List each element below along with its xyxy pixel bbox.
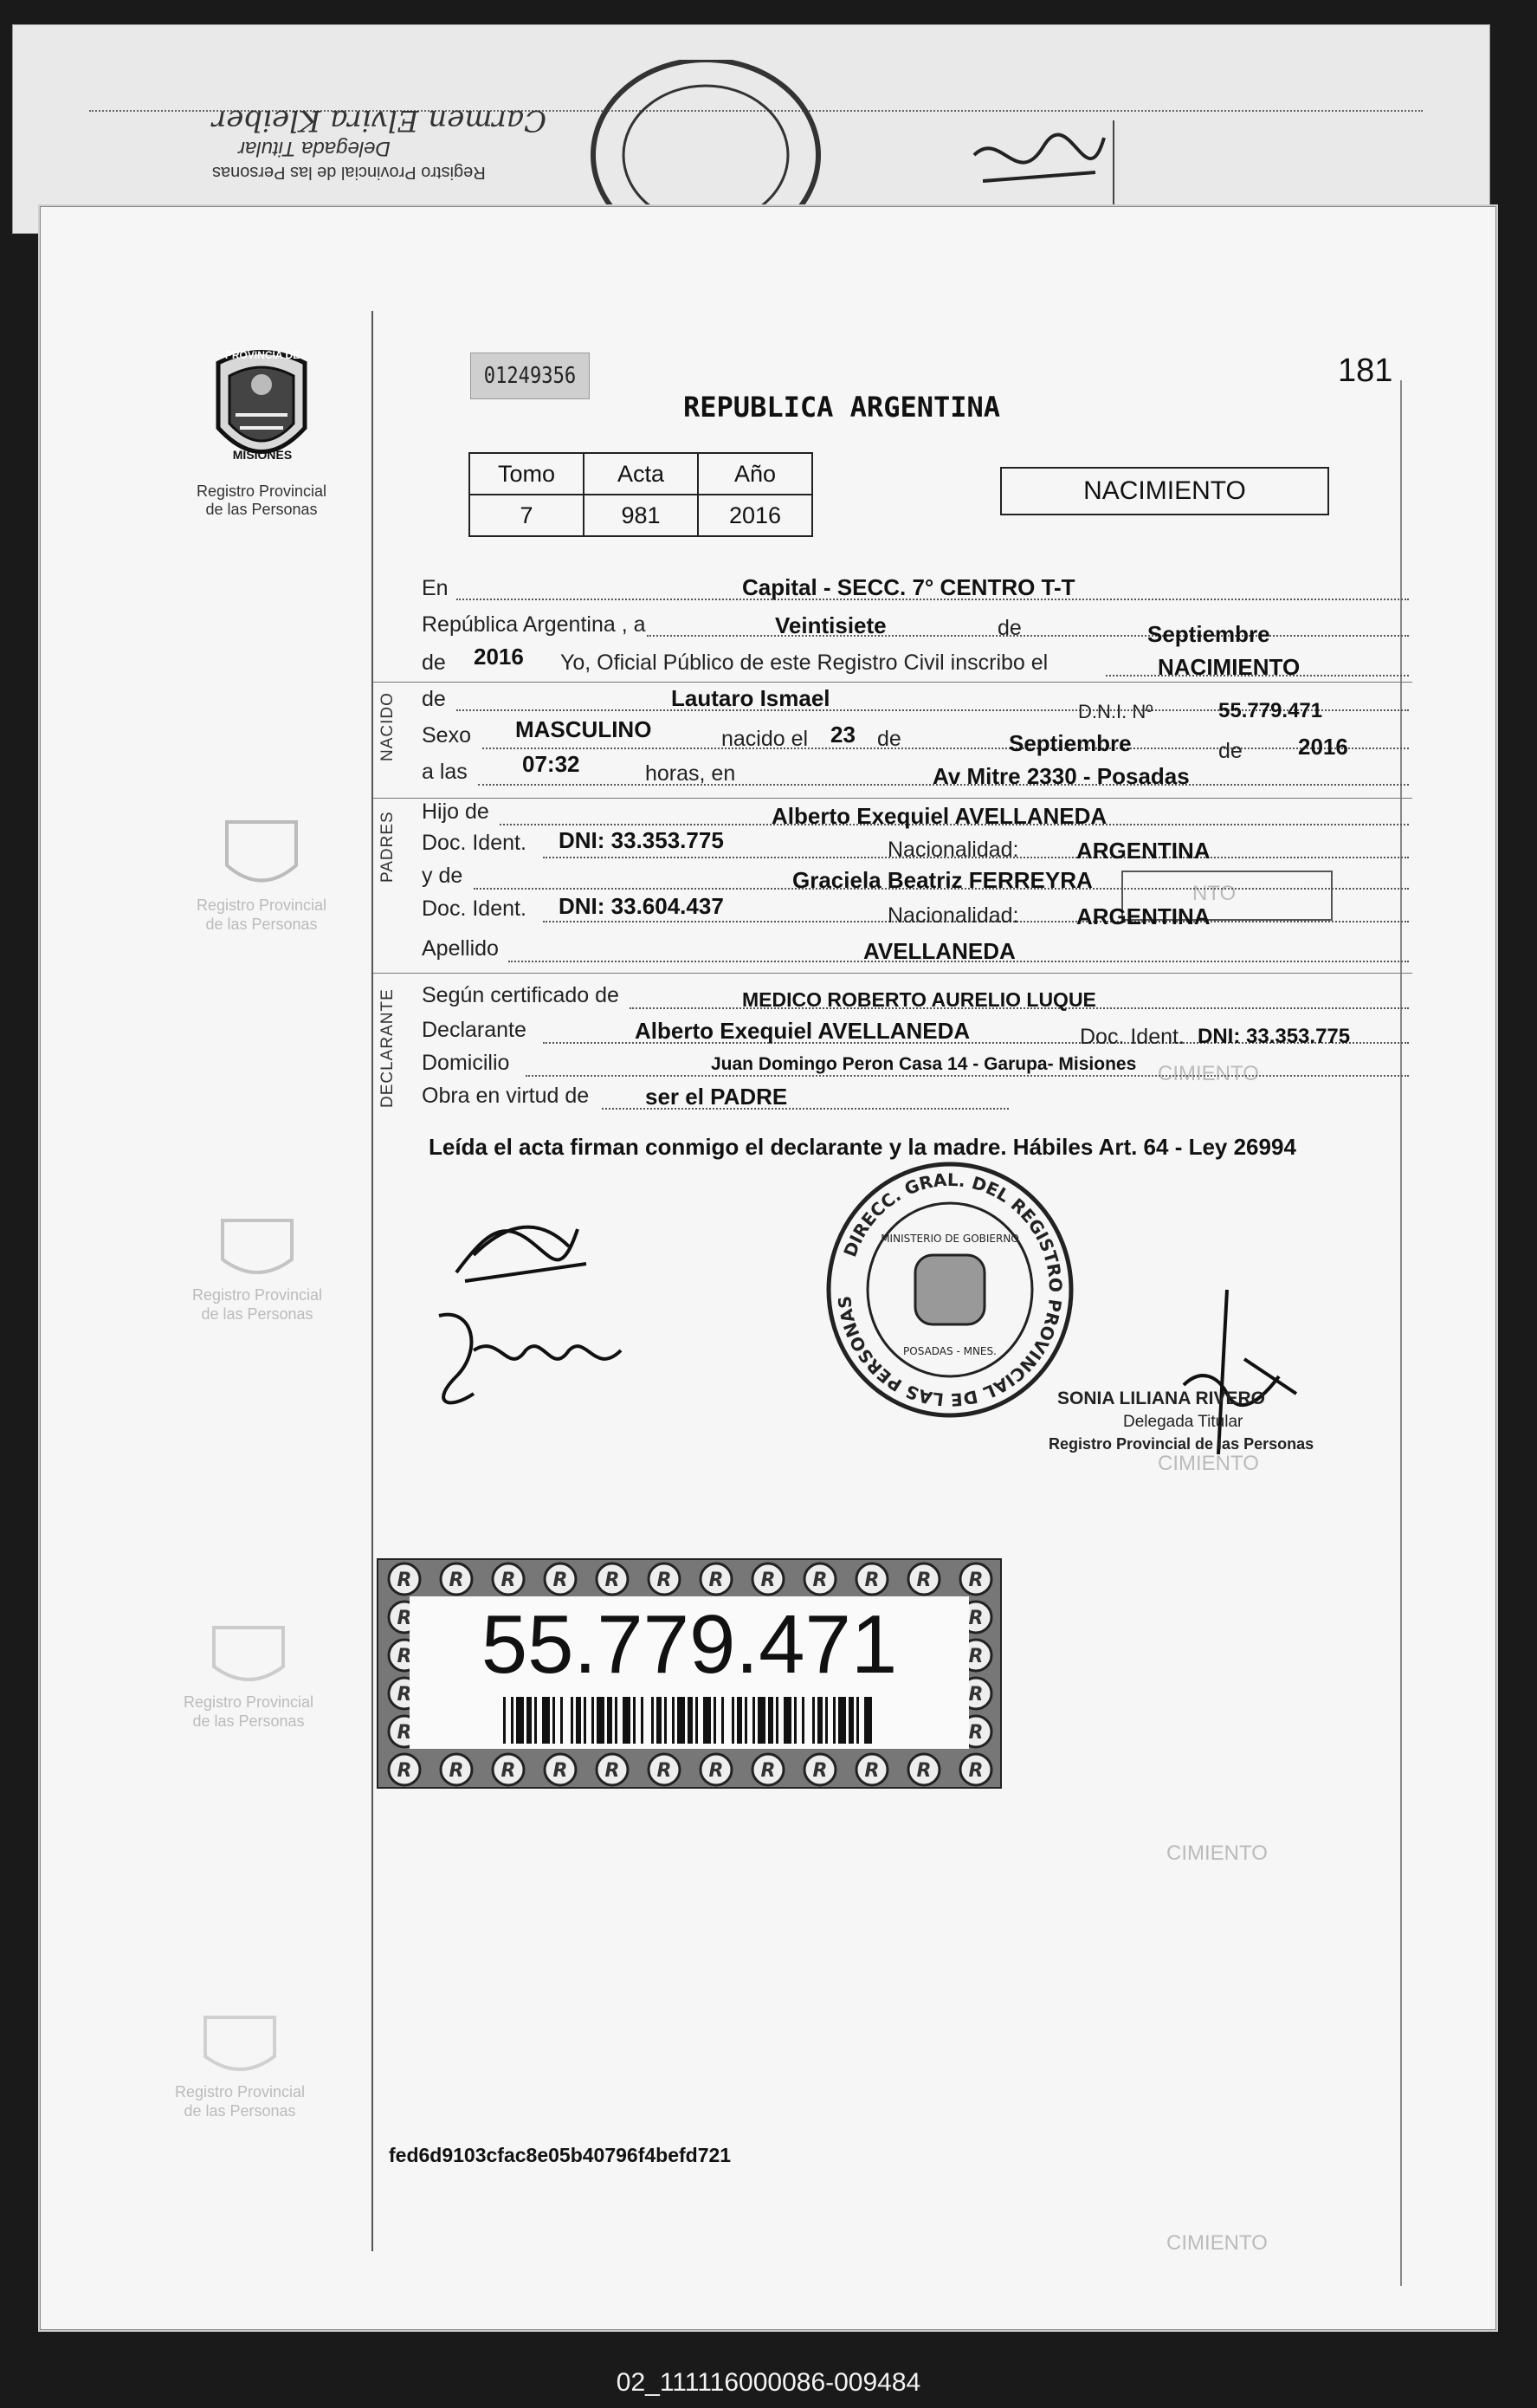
tomo-acta-anio-table <box>468 452 813 537</box>
birth-time: 07:32 <box>522 751 580 777</box>
barcode-bar <box>677 1697 685 1744</box>
margin-line <box>371 311 373 2251</box>
scan-footer-code: 02_111116000086-009484 <box>616 2368 921 2397</box>
barcode-bar <box>864 1697 872 1744</box>
declarante-doc-label: Doc. Ident. <box>1080 1025 1185 1049</box>
table-header-acta: Acta <box>584 453 698 495</box>
apellido-label: Apellido <box>422 936 499 961</box>
horas-en-label: horas, en <box>645 761 736 786</box>
logo-caption: Registro Provincial de las Personas <box>196 482 327 518</box>
table-header-anio: Año <box>698 453 812 495</box>
birth-month: Septiembre <box>1009 730 1132 756</box>
barcode-bar <box>812 1697 815 1744</box>
declarante-name: Alberto Exequiel AVELLANEDA <box>635 1018 971 1044</box>
barcode-bar <box>623 1697 630 1744</box>
barcode-bar <box>516 1697 524 1744</box>
birth-de-label-2: de <box>1218 739 1243 763</box>
barcode-bar <box>721 1697 724 1744</box>
nacido-de-label: de <box>422 687 446 711</box>
ghost-registry-3: Registro Provincial de las Personas <box>171 1619 326 1731</box>
back-sheet-registry: Registro Provincial de las Personas <box>212 163 486 182</box>
barcode-bar <box>615 1697 617 1744</box>
registration-month: Septiembre <box>1147 621 1270 647</box>
table-header-tomo: Tomo <box>469 453 584 495</box>
barcode-bar <box>752 1697 755 1744</box>
mother-doc: DNI: 33.604.437 <box>559 893 724 919</box>
republica-line <box>647 635 1409 637</box>
sexo-label: Sexo <box>422 723 471 748</box>
serial-box <box>470 353 590 399</box>
seal-inner-text: MINISTERIO DE GOBIERNO <box>881 1233 1019 1245</box>
obra-label: Obra en virtud de <box>422 1084 590 1108</box>
sexo-line <box>482 748 1409 749</box>
barcode-bar <box>656 1697 662 1744</box>
barcode-bar <box>672 1697 675 1744</box>
ghost-cimiento-1: CIMIENTO <box>1158 1062 1259 1085</box>
ghost-registry-4: Registro Provincial de las Personas <box>162 2009 318 2120</box>
child-dni: 55.779.471 <box>1218 699 1323 722</box>
document-hash: fed6d9103cfac8e05b40796f4befd721 <box>389 2144 732 2166</box>
barcode-bar <box>552 1697 555 1744</box>
barcode-panel <box>410 1596 969 1749</box>
declarante-section-label: DECLARANTE <box>378 988 397 1108</box>
father-doc-label: Doc. Ident. <box>422 831 526 855</box>
birth-de-label-1: de <box>877 727 901 751</box>
barcode-bar <box>571 1697 573 1744</box>
barcode-bar <box>651 1697 654 1744</box>
en-label: En <box>422 576 449 600</box>
barcode-bar <box>576 1697 581 1744</box>
domicilio-line <box>526 1075 1409 1077</box>
barcode-bars <box>503 1697 875 1744</box>
barcode-label <box>377 1558 1002 1789</box>
child-sex: MASCULINO <box>515 716 652 742</box>
barcode-bar <box>768 1697 773 1744</box>
page-title: REPUBLICA ARGENTINA <box>683 391 1001 424</box>
back-sheet <box>12 24 1490 234</box>
declarante-signature <box>448 1203 595 1290</box>
barcode-bar <box>838 1697 846 1744</box>
y-de-label: y de <box>422 864 463 888</box>
republica-label: República Argentina , a <box>422 612 646 637</box>
official-registry: Registro Provincial de las Personas <box>1049 1435 1314 1453</box>
birth-certificate-sheet <box>40 206 1496 2330</box>
father-doc: DNI: 33.353.775 <box>559 827 724 853</box>
official-name: SONIA LILIANA RIVERO <box>1057 1388 1265 1408</box>
declarante-label: Declarante <box>422 1018 526 1042</box>
act-type-box: NACIMIENTO <box>1000 467 1329 515</box>
de-label-1: de <box>998 616 1022 640</box>
ghost-nto: NTO <box>1192 882 1237 905</box>
padres-top-rule <box>373 798 1412 799</box>
folio-number: 181 <box>1338 353 1393 389</box>
father-nationality-label: Nacionalidad: <box>888 838 1019 862</box>
barcode-bar <box>737 1697 742 1744</box>
nacido-top-rule <box>373 682 1412 683</box>
father-name: Alberto Exequiel AVELLANEDA <box>772 803 1108 829</box>
mother-name: Graciela Beatriz FERREYRA <box>792 867 1093 893</box>
ghost-registry-2: Registro Provincial de las Personas <box>179 1212 335 1324</box>
child-name: Lautaro Ismael <box>671 685 830 711</box>
barcode-bar <box>597 1697 604 1744</box>
right-edge-line <box>1400 380 1402 2286</box>
barcode-bar <box>503 1697 506 1744</box>
ghost-cimiento-3: CIMIENTO <box>1166 1842 1268 1865</box>
barcode-bar <box>607 1697 612 1744</box>
domicilio-label: Domicilio <box>422 1051 510 1075</box>
mother-nationality: ARGENTINA <box>1076 903 1211 929</box>
barcode-bar <box>526 1697 532 1744</box>
seal-bottom-text: POSADAS - MNES. <box>903 1345 997 1357</box>
table-cell-anio: 2016 <box>698 495 812 536</box>
table-cell-tomo: 7 <box>469 495 584 536</box>
obra-value: ser el PADRE <box>645 1084 788 1110</box>
closing-text: Leída el acta firman conmigo el declarante y la madre. Hábiles Art. 64 - Ley 26994 <box>429 1134 1296 1160</box>
de-label-2: de <box>422 651 446 675</box>
barcode-bar <box>802 1697 804 1744</box>
barcode-bar <box>745 1697 747 1744</box>
table-cell-acta: 981 <box>584 495 698 536</box>
birth-day: 23 <box>830 722 856 748</box>
logo-ring-top: PROVINCIA DE <box>224 349 300 361</box>
barcode-bar <box>591 1697 594 1744</box>
barcode-bar <box>776 1697 778 1744</box>
ghost-registry-1: Registro Provincial de las Personas <box>184 813 339 934</box>
barcode-bar <box>511 1697 513 1744</box>
official-seal-icon <box>820 1160 1080 1420</box>
certificado-value: MEDICO ROBERTO AURELIO LUQUE <box>742 988 1096 1011</box>
father-nationality: ARGENTINA <box>1076 838 1211 864</box>
barcode-bar <box>560 1697 563 1744</box>
barcode-bar <box>695 1697 698 1744</box>
back-sheet-signature <box>965 120 1113 216</box>
barcode-bar <box>714 1697 716 1744</box>
back-sheet-signature-name: Carmen Elvira Kleiber <box>212 103 547 138</box>
barcode-bar <box>732 1697 734 1744</box>
birth-year: 2016 <box>1298 734 1348 760</box>
barcode-bar <box>833 1697 836 1744</box>
mother-nationality-label: Nacionalidad: <box>888 903 1019 928</box>
logo-ring-bottom: MISIONES <box>232 448 293 462</box>
padres-section-label: PADRES <box>378 811 397 883</box>
ghost-cimiento-2: CIMIENTO <box>1158 1452 1259 1475</box>
barcode-bar <box>794 1697 797 1744</box>
declarante-top-rule <box>373 973 1412 974</box>
serial-number: 01249356 <box>483 363 577 389</box>
barcode-bar <box>758 1697 765 1744</box>
a-las-label: a las <box>422 760 468 784</box>
ghost-cimiento-4: CIMIENTO <box>1166 2231 1268 2255</box>
apellido-value: AVELLANEDA <box>863 938 1016 964</box>
domicilio-value: Juan Domingo Peron Casa 14 - Garupa- Misiones <box>711 1054 1137 1074</box>
registration-year: 2016 <box>474 644 524 670</box>
official-role: Delegada Titular <box>1123 1413 1243 1431</box>
barcode-bar <box>584 1697 586 1744</box>
barcode-bar <box>534 1697 537 1744</box>
officer-text: Yo, Oficial Público de este Registro Civil inscribo el <box>560 651 1049 675</box>
barcode-bar <box>817 1697 823 1744</box>
barcode-bar <box>703 1697 711 1744</box>
madre-signature <box>422 1298 647 1420</box>
nacido-section-label: NACIDO <box>378 692 397 761</box>
certificado-label: Según certificado de <box>422 983 619 1007</box>
dni-label: D.N.I. Nº <box>1078 701 1153 722</box>
barcode-bar <box>825 1697 828 1744</box>
barcode-bar <box>664 1697 667 1744</box>
barcode-bar <box>641 1697 643 1744</box>
barcode-bar <box>784 1697 791 1744</box>
nacido-el-label: nacido el <box>721 727 809 751</box>
barcode-bar <box>856 1697 859 1744</box>
hijo-de-label: Hijo de <box>422 799 489 824</box>
inscribed-type: NACIMIENTO <box>1158 654 1301 680</box>
registration-day: Veintisiete <box>775 612 887 638</box>
mother-doc-label: Doc. Ident. <box>422 897 526 921</box>
back-sheet-role: Delegada Titular <box>238 137 391 160</box>
registration-place: Capital - SECC. 7° CENTRO T-T <box>742 574 1075 600</box>
birthplace: Av Mitre 2330 - Posadas <box>933 763 1190 789</box>
barcode-bar <box>542 1697 550 1744</box>
declarante-doc: DNI: 33.353.775 <box>1198 1025 1351 1048</box>
seal-outer-text: DIRECC. GRAL. DEL REGISTRO PROVINCIAL DE LAS PERSONAS <box>834 1168 1067 1411</box>
barcode-number: 55.779.471 <box>481 1598 898 1691</box>
barcode-bar <box>849 1697 854 1744</box>
barcode-bar <box>688 1697 693 1744</box>
barcode-bar <box>633 1697 636 1744</box>
